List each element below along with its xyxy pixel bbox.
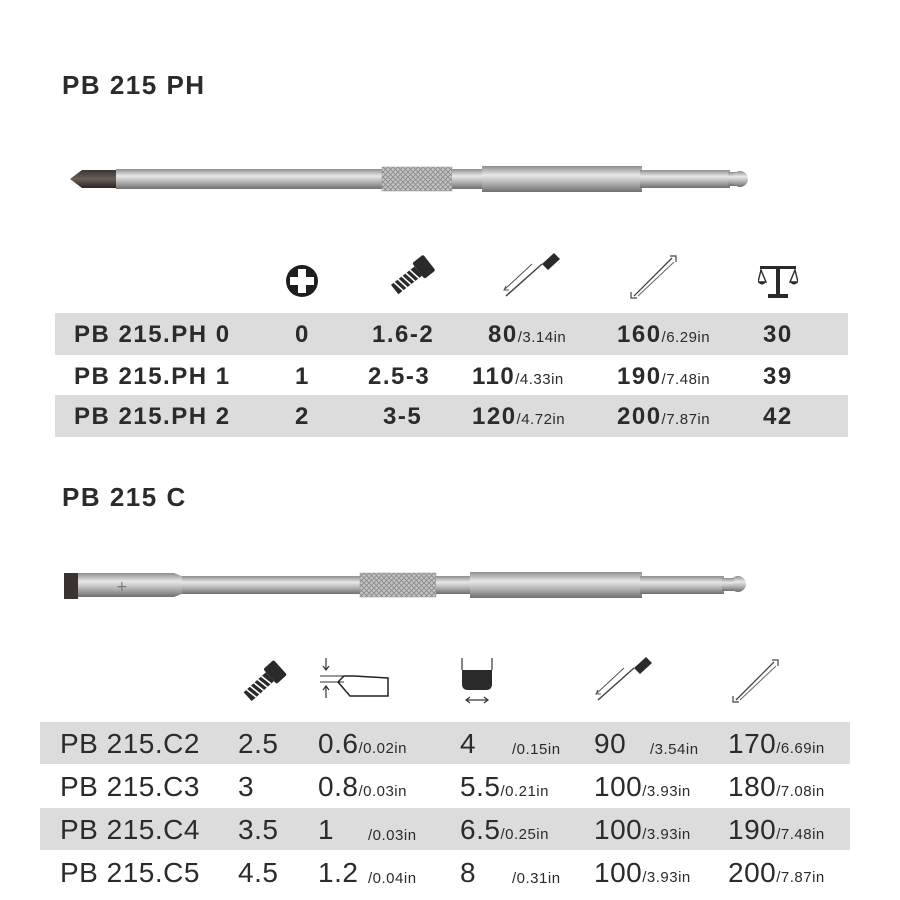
screw-size-cell: 1.6-2 <box>372 321 435 348</box>
blade-length-unit: /3.54in <box>650 741 699 758</box>
width-unit: /0.31in <box>512 870 561 887</box>
thickness-unit: /0.02in <box>358 740 407 757</box>
weight-scale-icon <box>758 262 798 300</box>
total-length-value: 190 <box>617 363 662 390</box>
blade-length-cell <box>488 323 566 347</box>
total-length-unit: /7.48in <box>661 371 711 388</box>
screw-size-cell: 4.5 <box>238 857 279 888</box>
weight-cell: 42 <box>763 403 793 430</box>
width-value: 4 <box>460 728 477 759</box>
total-length-unit: /7.08in <box>776 783 825 800</box>
thickness-unit: /0.03in <box>368 827 417 844</box>
model-cell: PB 215.C5 <box>60 857 200 888</box>
slotted-blade-image <box>64 568 754 602</box>
width-value: 6.5 <box>460 814 501 845</box>
blade-length-value: 100 <box>594 814 643 845</box>
total-length-value: 160 <box>617 321 662 348</box>
thickness-cell <box>318 730 407 758</box>
total-length-value: 180 <box>728 771 777 802</box>
svg-text:+: + <box>116 579 128 595</box>
thickness-value: 1.2 <box>318 857 359 888</box>
total-length-unit: /6.29in <box>661 329 711 346</box>
width-unit: /0.21in <box>500 783 549 800</box>
tip-size-cell: 0 <box>295 321 310 348</box>
screw-size-cell: 2.5-3 <box>368 363 431 390</box>
blade-length-unit: /3.14in <box>517 329 567 346</box>
section-title-ph: PB 215 PH <box>62 70 206 100</box>
width-unit: /0.25in <box>500 826 549 843</box>
model-cell: PB 215.C3 <box>60 771 200 802</box>
width-value: 8 <box>460 857 477 888</box>
total-length-unit: /6.69in <box>776 740 825 757</box>
screw-size-cell: 2.5 <box>238 728 279 759</box>
thickness-unit: /0.03in <box>358 783 407 800</box>
blade-length-unit: /4.33in <box>515 371 564 388</box>
blade-length-value: 120 <box>472 403 517 430</box>
thickness-value: 1 <box>318 814 335 845</box>
blade-length-value: 110 <box>472 363 516 390</box>
screw-size-cell: 3.5 <box>238 814 279 845</box>
blade-length-unit: /3.93in <box>642 826 691 843</box>
screw-icon <box>386 252 438 300</box>
blade-length-unit: /3.93in <box>642 783 691 800</box>
total-length-cell <box>728 816 825 844</box>
total-length-cell <box>617 405 710 429</box>
thickness-value: 0.8 <box>318 771 359 802</box>
blade-length-icon <box>502 250 564 302</box>
total-length-cell <box>617 365 710 389</box>
phillips-blade-image <box>68 162 758 196</box>
model-cell: PB 215.PH 0 <box>74 321 231 348</box>
total-length-unit: /7.48in <box>776 826 825 843</box>
screw-size-cell: 3 <box>238 771 255 802</box>
width-value: 5.5 <box>460 771 501 802</box>
screw-icon <box>238 656 290 708</box>
model-cell: PB 215.PH 1 <box>74 363 231 390</box>
width-cell <box>460 773 549 801</box>
weight-cell: 30 <box>763 321 793 348</box>
total-length-value: 190 <box>728 814 777 845</box>
total-length-value: 200 <box>617 403 662 430</box>
screw-size-cell: 3-5 <box>383 403 423 430</box>
blade-length-cell <box>472 365 564 389</box>
blade-length-unit: /4.72in <box>516 411 566 428</box>
blade-length-value: 80 <box>488 321 518 348</box>
total-length-value: 200 <box>728 857 777 888</box>
width-unit: /0.15in <box>512 741 561 758</box>
blade-length-unit: /3.93in <box>642 869 691 886</box>
blade-length-value: 100 <box>594 771 643 802</box>
model-cell: PB 215.PH 2 <box>74 403 231 430</box>
width-cell <box>460 816 549 844</box>
total-length-icon <box>730 656 780 704</box>
blade-length-icon <box>594 654 656 706</box>
blade-thickness-icon <box>318 656 392 702</box>
tip-size-cell: 2 <box>295 403 310 430</box>
total-length-unit: /7.87in <box>661 411 711 428</box>
blade-length-cell <box>594 816 691 844</box>
total-length-cell <box>617 323 710 347</box>
total-length-icon <box>628 252 678 300</box>
blade-length-value: 100 <box>594 857 643 888</box>
tip-size-cell: 1 <box>295 363 310 390</box>
weight-cell: 39 <box>763 363 793 390</box>
thickness-unit: /0.04in <box>368 870 417 887</box>
total-length-value: 170 <box>728 728 777 759</box>
blade-width-icon <box>460 656 494 706</box>
total-length-unit: /7.87in <box>776 869 825 886</box>
blade-length-cell <box>472 405 565 429</box>
blade-length-cell <box>594 859 691 887</box>
model-cell: PB 215.C2 <box>60 728 200 759</box>
thickness-value: 0.6 <box>318 728 359 759</box>
total-length-cell <box>728 773 825 801</box>
phillips-tip-icon <box>285 264 319 298</box>
blade-length-cell <box>594 773 691 801</box>
total-length-cell <box>728 730 825 758</box>
section-title-c: PB 215 C <box>62 482 187 512</box>
blade-length-value: 90 <box>594 728 627 759</box>
thickness-cell <box>318 773 407 801</box>
model-cell: PB 215.C4 <box>60 814 200 845</box>
total-length-cell <box>728 859 825 887</box>
